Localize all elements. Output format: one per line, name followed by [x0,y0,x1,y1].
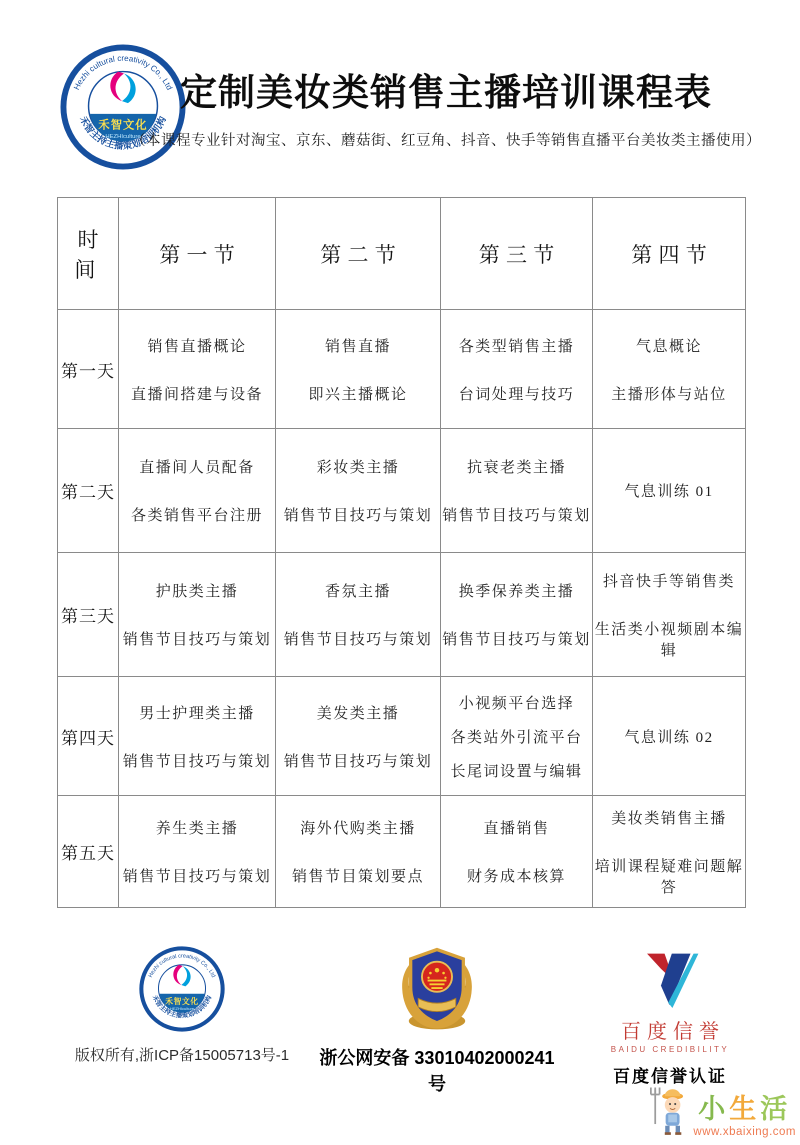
day-label: 第一天 [58,310,119,429]
table-header-row [58,198,746,310]
footer-copyright-block [72,946,292,1065]
footer-police-block [312,942,562,1096]
day-label: 第三天 [58,553,119,677]
police-badge-icon [390,942,484,1036]
course-schedule-table [57,197,746,908]
baidu-cert-text: 百度信誉认证 [613,1067,727,1086]
course-cell: 销售直播概论 直播间搭建与设备 [119,310,276,429]
day-label: 第二天 [58,429,119,553]
company-logo-small-icon [139,946,225,1032]
day-label: 第五天 [58,796,119,908]
day-label: 第四天 [58,677,119,796]
mascot-icon [650,1084,690,1138]
course-cell: 气息训练 01 [593,429,746,553]
page-title: 定制美妆类销售主播培训课程表 [180,73,712,114]
baidu-credibility-icon [637,950,703,1008]
course-cell: 抖音快手等销售类 生活类小视频剧本编辑 [593,553,746,677]
page-subtitle: （本课程专业针对淘宝、京东、蘑菇街、红豆角、抖音、快手等销售直播平台美妆类主播使用） [131,132,761,149]
course-cell: 美妆类销售主播 培训课程疑难问题解答 [593,796,746,908]
table-row [58,553,746,677]
course-cell: 彩妆类主播 销售节目技巧与策划 [276,429,441,553]
course-cell: 直播销售 财务成本核算 [441,796,593,908]
footer-baidu-block [586,950,754,1087]
course-cell: 小视频平台选择 各类站外引流平台 长尾词设置与编辑 [441,677,593,796]
course-cell: 男士护理类主播 销售节目技巧与策划 [119,677,276,796]
baidu-credibility-cn: 百度信誉 [621,1021,725,1043]
col-header-time: 时间 [58,198,119,310]
col-header-session1: 第一节 [119,198,276,310]
course-cell: 各类型销售主播 台词处理与技巧 [441,310,593,429]
watermark-name: 小生活 [698,1093,792,1124]
course-cell: 直播间人员配备 各类销售平台注册 [119,429,276,553]
course-cell: 美发类主播 销售节目技巧与策划 [276,677,441,796]
site-watermark [650,1084,796,1138]
course-cell: 海外代购类主播 销售节目策划要点 [276,796,441,908]
baidu-credibility-en: BAIDU CREDIBILITY [610,1045,730,1054]
course-cell: 气息概论 主播形体与站位 [593,310,746,429]
table-row [58,310,746,429]
col-header-session3: 第三节 [441,198,593,310]
course-cell: 护肤类主播 销售节目技巧与策划 [119,553,276,677]
table-row [58,796,746,908]
course-cell: 抗衰老类主播 销售节目技巧与策划 [441,429,593,553]
col-header-session2: 第二节 [276,198,441,310]
police-record-text: 浙公网安备 33010402000241号 [319,1048,555,1094]
col-header-session4: 第四节 [593,198,746,310]
course-cell: 香氛主播 销售节目技巧与策划 [276,553,441,677]
course-cell: 销售直播 即兴主播概论 [276,310,441,429]
table-row [58,677,746,796]
header [100,74,792,150]
copyright-text: 版权所有,浙ICP备15005713号-1 [74,1047,290,1064]
watermark-url: www.xbaixing.com [693,1125,796,1138]
course-cell: 气息训练 02 [593,677,746,796]
course-cell: 换季保养类主播 销售节目技巧与策划 [441,553,593,677]
course-cell: 养生类主播 销售节目技巧与策划 [119,796,276,908]
table-row [58,429,746,553]
